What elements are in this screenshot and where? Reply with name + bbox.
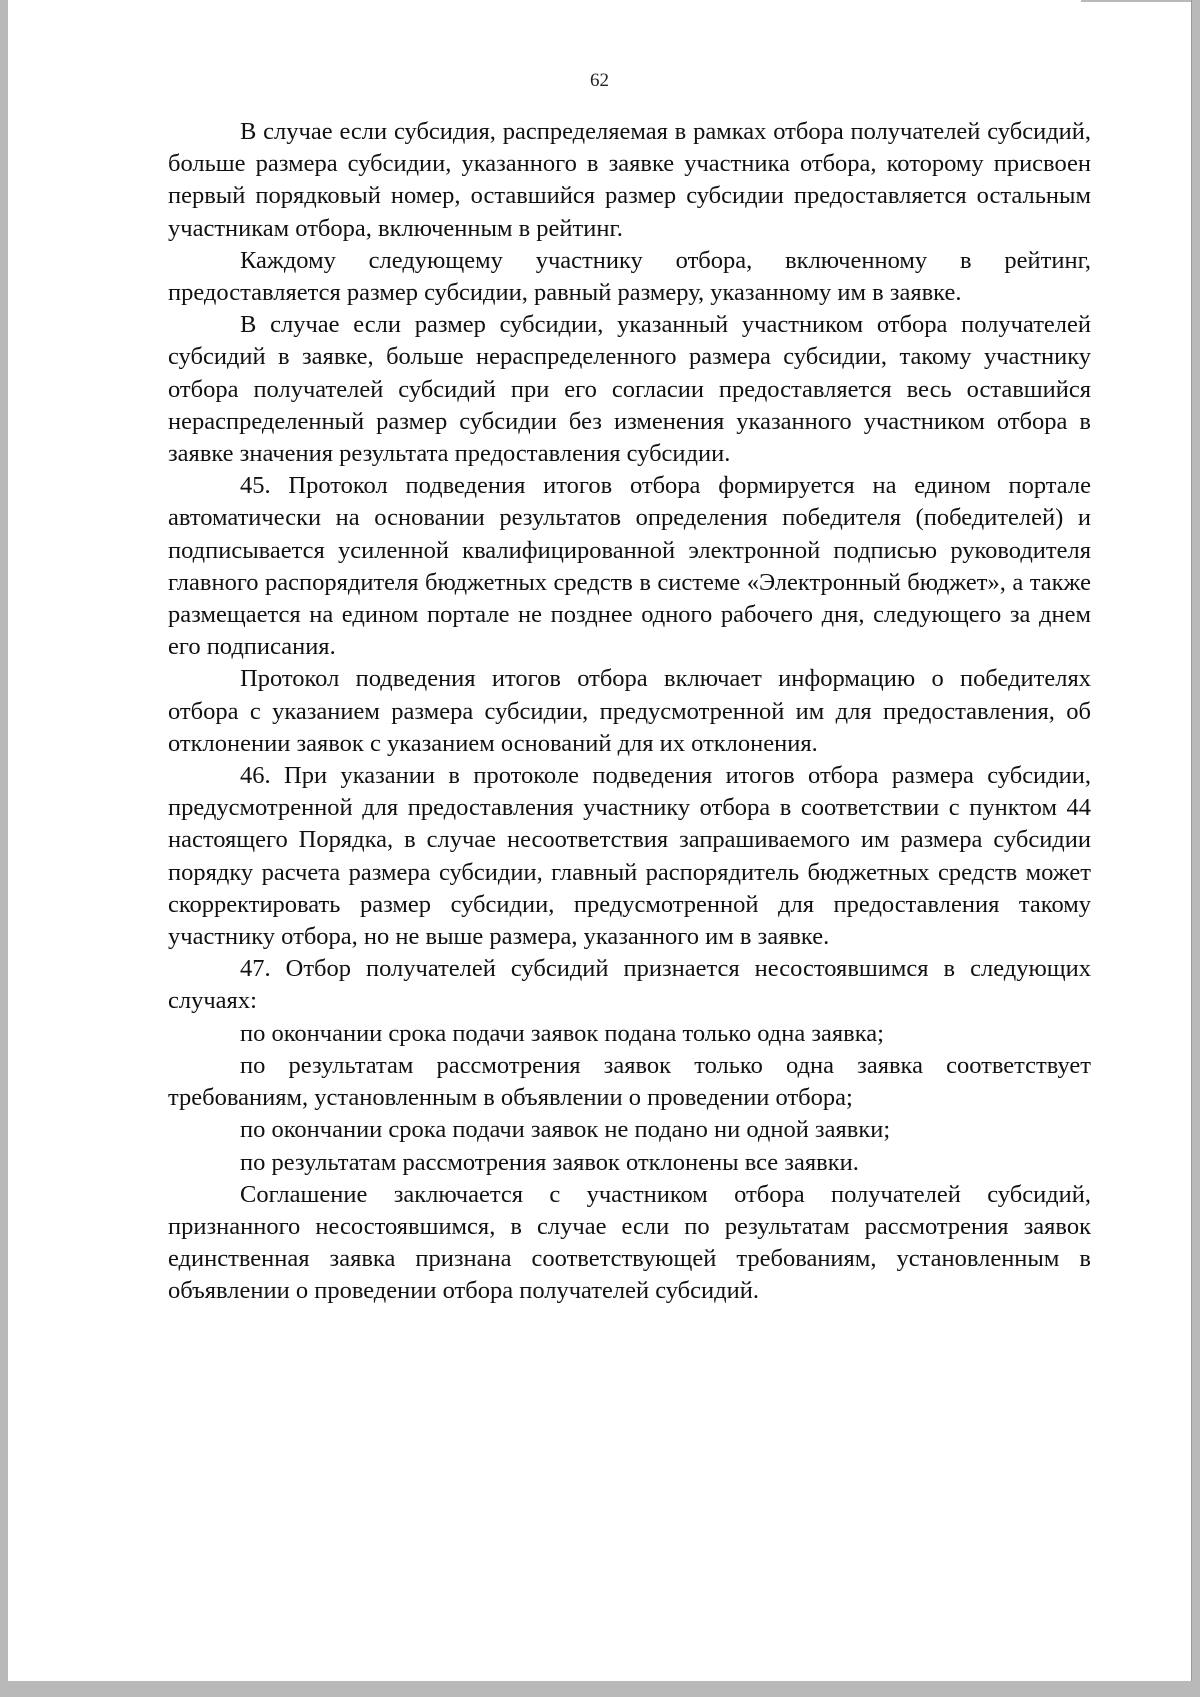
list-item-all-rejected: по результатам рассмотрения заявок отклонены все заявки. <box>240 1148 859 1176</box>
list-item-one-application: по окончании срока подачи заявок подана только одна заявка; <box>240 1019 884 1047</box>
document-page <box>8 0 1191 1681</box>
page-number: 62 <box>590 70 609 91</box>
paragraph-surplus-subsidy: В случае если субсидия, распределяемая в рамках отбора получателей субсидий, больше размера субсидии, указанного в заявке участника отбора, которому присвоен первый порядковый номер, оставшийся размер субсидии предоставляется остальным участникам отбора, включенным в рейтинг. <box>168 118 1091 242</box>
paragraph-agreement: Соглашение заключается с участником отбора получателей субсидий, признанного несостоявшимся, в случае если по результатам рассмотрения заявок единственная заявка признана соответствующей требованиям, установленным в объявлении о проведении отбора получателей субсидий. <box>168 1180 1091 1305</box>
paragraph-47-failed-selection: 47. Отбор получателей субсидий признается несостоявшимся в следующих случаях: <box>168 955 1091 1015</box>
paragraph-protocol-contents: Протокол подведения итогов отбора включает информацию о победителях отбора с указанием размера субсидии, предусмотренной им для предоставления, об отклонении заявок с указанием оснований для их отклонения. <box>168 665 1091 757</box>
paragraph-45-protocol: 45. Протокол подведения итогов отбора формируется на едином портале автоматически на основании результатов определения победителя (победителей) и подписывается усиленной квалифицированной электронной подписью руководителя главного распорядителя бюджетных средств в системе «Электронный бюджет», а также размещается на едином портале не позднее одного рабочего дня, следующего за днем его подписания. <box>168 472 1091 661</box>
scan-edge <box>1081 0 1191 2</box>
paragraph-remaining-subsidy: В случае если размер субсидии, указанный участником отбора получателей субсидий в заявке, больше нераспределенного размера субсидии, такому участнику отбора получателей субсидий при его согласии предоставляется весь оставшийся нераспределенный размер субсидии без изменения указанного участником отбора в заявке значения результата предоставления субсидии. <box>168 311 1091 468</box>
paragraph-next-participant: Каждому следующему участнику отбора, включенному в рейтинг, предоставляется размер субсидии, равный размеру, указанному им в заявке. <box>168 246 1091 307</box>
list-item-no-applications: по окончании срока подачи заявок не подано ни одной заявки; <box>240 1116 891 1144</box>
list-item-one-compliant: по результатам рассмотрения заявок только одна заявка соответствует требованиям, установленным в объявлении о проведении отбора; <box>168 1051 1091 1112</box>
paragraph-46-correction: 46. При указании в протоколе подведения итогов отбора размера субсидии, предусмотренной для предоставления участнику отбора в соответствии с пунктом 44 настоящего Порядка, в случае несоответствия запрашиваемого им размера субсидии порядку расчета размера субсидии, главный распорядитель бюджетных средств может скорректировать размер субсидии, предусмотренной для предоставления такому участнику отбора, но не выше размера, указанного им в заявке. <box>168 762 1091 951</box>
document-body <box>168 116 1091 1308</box>
